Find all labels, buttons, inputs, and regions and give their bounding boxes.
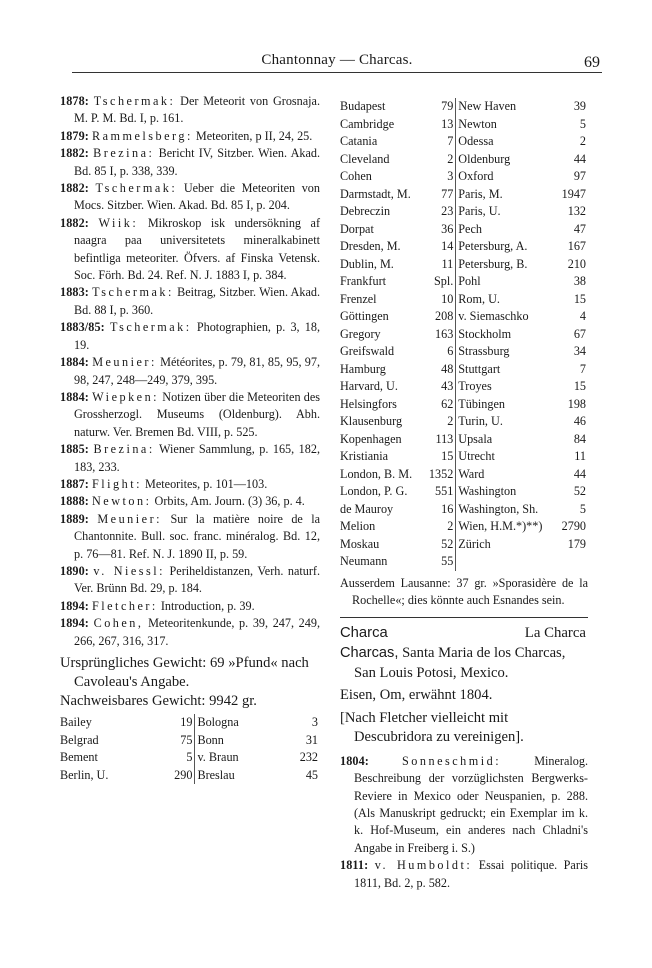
collection-name: de Mauroy <box>340 501 394 516</box>
collection-name: Cleveland <box>340 151 390 166</box>
reference-text: Bericht IV, Sitzber. Wien. Akad. Bd. 85 I, p. 338, 339. <box>74 146 321 178</box>
collection-row <box>60 732 320 750</box>
collection-row <box>340 168 588 186</box>
entry-headword: Charcas, <box>340 645 399 662</box>
reference-text: Beitrag, Sitzber. Wien. Akad. Bd. 88 I, p. 360. <box>74 285 321 317</box>
entry-heading <box>340 622 588 644</box>
collection-name: v. Siemaschko <box>458 309 529 323</box>
collection-name: Dorpat <box>340 221 374 236</box>
collection-name: Berlin, U. <box>60 767 109 782</box>
reference-item <box>60 93 320 128</box>
collection-weight: 79 <box>424 98 455 116</box>
collection-row <box>340 291 588 309</box>
collection-row <box>340 466 588 484</box>
collection-name: Budapest <box>340 99 386 113</box>
reference-text: Météorites, p. 79, 81, 85, 95, 97, 98, 247, 248—249, 379, 395. <box>74 355 321 387</box>
reference-text: Periheldistanzen, Verh. naturf. Ver. Brünn Bd. 29, p. 184. <box>74 563 320 596</box>
collection-row <box>60 714 320 732</box>
reference-year: 1811: <box>340 858 369 873</box>
reference-item <box>60 389 320 441</box>
collection-name: Stockholm <box>458 326 512 341</box>
collection-weight: 97 <box>573 169 586 183</box>
reference-item <box>60 563 320 598</box>
reference-text: Meteorites, p. 101—103. <box>145 476 268 491</box>
collection-weight: 77 <box>424 186 455 204</box>
collection-weight: 46 <box>573 414 586 428</box>
reference-text: Der Meteorit von Grosnaja. M. P. M. Bd. I, p. 161. <box>74 94 321 126</box>
collection-name: Washington, Sh. <box>458 501 539 516</box>
collection-name: Helsingfors <box>340 396 397 411</box>
collection-row <box>340 378 588 396</box>
collection-name: Petersburg, B. <box>458 256 528 271</box>
collection-name: Bement <box>60 750 98 764</box>
reference-text: Mineralog. Beschreibung der vorzüglichsten Bergwerks-Reviere in Mexico oder Neuspanien, p. 288. (Als Manuskript gedruckt; ein Exemplar im k. k. Hof-Museum, ein anderes nach Chladni's Angabe in Freiberg i. S.) <box>354 753 589 855</box>
collection-name: Kristiania <box>340 449 389 463</box>
collection-name: Ward <box>458 466 485 481</box>
collection-row <box>340 98 588 116</box>
collection-name: Catania <box>340 134 378 148</box>
collection-name: Gregory <box>340 326 381 341</box>
collection-weight: 44 <box>573 151 586 166</box>
proven-weight: Nachweisbares Gewicht: 9942 gr. <box>60 693 257 709</box>
collection-weight: 3 <box>311 715 318 729</box>
entry-note: [Nach Fletcher vielleicht mit Descubridora zu vereinigen]. <box>340 709 524 746</box>
reference-author: Tschermak: <box>93 94 176 108</box>
reference-year: 1882: <box>60 215 89 230</box>
reference-year: 1894: <box>60 598 89 613</box>
reference-item <box>60 354 320 389</box>
left-column <box>60 93 320 784</box>
original-weight: Ursprüngliches Gewicht: 69 »Pfund« nach Cavoleau's Angabe. <box>60 655 309 690</box>
collection-name: Washington <box>458 484 517 498</box>
collection-weight: 15 <box>573 291 586 306</box>
reference-item <box>60 598 320 615</box>
header-title: Chantonnay — Charcas. <box>261 52 413 68</box>
collection-name: Frenzel <box>340 291 377 306</box>
reference-item <box>340 857 588 892</box>
collection-name: New Haven <box>458 99 517 113</box>
reference-text: Mikroskop isk undersökning af naagra paa universitetets mineralkabinett befintliga meteoriter. Öfvers. af Finska Vetensk. Soc. Förh. Bd. 24. Ref. N. J. 1883 I, p. 384. <box>74 215 321 283</box>
reference-item <box>60 615 320 650</box>
reference-item <box>340 753 588 857</box>
collection-row <box>340 133 588 151</box>
reference-author: Tschermak: <box>95 181 178 196</box>
collection-weight: 2 <box>424 518 455 536</box>
collection-name: Tübingen <box>458 396 505 411</box>
collection-weight: 39 <box>573 99 586 113</box>
collection-row <box>340 343 588 361</box>
collection-weight: 13 <box>424 116 455 134</box>
reference-text: Meteoriten, p II, 24, 25. <box>195 128 313 143</box>
collection-name: Darmstadt, M. <box>340 186 411 201</box>
reference-year: 1883: <box>60 285 89 300</box>
collection-weight: 113 <box>424 431 455 449</box>
reference-author: Meunier: <box>97 511 163 526</box>
collection-name: Oldenburg <box>458 151 511 166</box>
reference-text: Notizen über die Meteoriten des Grossherzogl. Museums (Oldenburg). Abh. naturw. Ver. Bremen Bd. VIII, p. 525. <box>74 389 321 439</box>
entry-head: Charca <box>340 625 388 642</box>
collection-name: Dresden, M. <box>340 239 401 253</box>
collection-name: Troyes <box>458 379 492 393</box>
collection-row <box>340 553 588 571</box>
collection-name: Strassburg <box>458 344 510 358</box>
collection-weight: 45 <box>305 767 318 782</box>
collection-row <box>340 361 588 379</box>
collection-weight: 10 <box>424 291 455 309</box>
collection-name: Cohen <box>340 169 372 183</box>
reference-text: Orbits, Am. Journ. (3) 36, p. 4. <box>154 494 305 509</box>
collection-row <box>60 749 320 767</box>
collection-name: Frankfurt <box>340 274 387 288</box>
collection-name: Odessa <box>458 134 494 148</box>
reference-text: Photographien, p. 3, 18, 19. <box>74 320 320 352</box>
collection-weight: 4 <box>579 309 586 323</box>
reference-item <box>60 215 320 285</box>
entry-type: Eisen, Om, erwähnt 1804. <box>340 687 493 704</box>
collection-row <box>340 501 588 519</box>
reference-item <box>60 145 320 180</box>
reference-item <box>60 493 320 510</box>
collection-name: Greifswald <box>340 344 395 358</box>
reference-year: 1804: <box>340 753 369 768</box>
collection-name: Turin, U. <box>458 414 503 428</box>
collection-weight: 7 <box>579 361 586 376</box>
collection-weight: 62 <box>424 396 455 414</box>
reference-author: Brezina: <box>93 442 155 457</box>
collection-name: Kopenhagen <box>340 431 402 446</box>
collection-row <box>340 273 588 291</box>
reference-author: Newton: <box>91 494 152 509</box>
collection-weight: 232 <box>299 750 318 764</box>
section-divider <box>340 617 588 618</box>
reference-text: Essai politique. Paris 1811, Bd. 2, p. 582. <box>354 858 589 890</box>
reference-year: 1884: <box>60 355 89 370</box>
collection-weight: 15 <box>424 448 455 466</box>
collection-weight: 52 <box>573 484 586 498</box>
collection-row <box>60 767 320 785</box>
collection-name: Pech <box>458 221 482 236</box>
collection-weight: 2 <box>424 413 455 431</box>
collection-weight: 2 <box>424 151 455 169</box>
collection-weight: Spl. <box>424 273 455 291</box>
collection-name: Paris, M. <box>458 186 503 201</box>
collection-weight: 551 <box>424 483 455 501</box>
collection-row <box>340 431 588 449</box>
reference-year: 1887: <box>60 476 89 491</box>
collection-weight: 84 <box>573 431 586 446</box>
collection-row <box>340 186 588 204</box>
reference-text: Sur la matière noire de la Chantonnite. Bull. soc. franc. minéralog. Bd. 12, p. 76—81. Ref. N. J. 1890 II, p. 59. <box>74 511 321 561</box>
collection-name: Utrecht <box>458 449 495 463</box>
collection-table <box>340 98 588 571</box>
collection-name: Rom, U. <box>458 291 500 306</box>
collection-weight: 1947 <box>561 186 586 201</box>
ausserdem-note: Ausserdem Lausanne: 37 gr. »Sporasidère de la Rochelle«; dies könnte auch Esnandes sein. <box>340 575 588 607</box>
reference-item <box>60 511 320 563</box>
collection-row <box>340 308 588 326</box>
running-header <box>72 50 602 73</box>
reference-author: Sonneschmid: <box>402 753 502 768</box>
collection-weight: 5 <box>579 116 586 131</box>
collection-weight: 55 <box>424 553 455 571</box>
collection-name: v. Braun <box>197 750 239 764</box>
collection-name: Hamburg <box>340 361 386 376</box>
collection-weight: 19 <box>154 714 195 732</box>
reference-author: Tschermak: <box>109 320 192 335</box>
reference-year: 1883/85: <box>60 320 105 335</box>
collection-weight: 2790 <box>561 519 586 533</box>
reference-item <box>60 128 320 145</box>
collection-weight: 48 <box>424 361 455 379</box>
reference-author: Meunier: <box>92 355 157 370</box>
collection-weight: 38 <box>573 274 586 288</box>
collection-name <box>456 553 557 571</box>
collection-name: Zürich <box>458 536 491 551</box>
reference-year: 1884: <box>60 389 89 404</box>
entry-bibliography <box>340 753 588 892</box>
collection-row <box>340 396 588 414</box>
collection-weight: 290 <box>154 767 195 785</box>
reference-author: Wiepken: <box>92 389 160 404</box>
collection-row <box>340 256 588 274</box>
collection-weight: 208 <box>424 308 455 326</box>
collection-row <box>340 483 588 501</box>
collection-weight: 36 <box>424 221 455 239</box>
reference-author: Cohen, <box>93 616 144 631</box>
collection-name: Bologna <box>197 715 239 729</box>
collection-weight: 2 <box>579 134 586 148</box>
reference-year: 1882: <box>60 146 89 161</box>
collection-row <box>340 326 588 344</box>
bibliography-list <box>60 93 320 650</box>
collection-row <box>340 116 588 134</box>
collection-name: Moskau <box>340 536 380 551</box>
collection-name: Cambridge <box>340 116 395 131</box>
collection-weight: 1352 <box>424 466 455 484</box>
reference-year: 1889: <box>60 511 89 526</box>
collection-name: London, P. G. <box>340 484 408 498</box>
collection-table-lower <box>60 714 320 784</box>
entry-location <box>340 644 588 683</box>
collection-name: Pohl <box>458 274 481 288</box>
reference-year: 1879: <box>60 128 89 143</box>
reference-item <box>60 441 320 476</box>
reference-author: Rammelsberg: <box>91 128 193 143</box>
collection-name: Oxford <box>458 169 494 183</box>
collection-name: Harvard, U. <box>340 379 398 393</box>
reference-author: v. Niessl: <box>93 563 166 578</box>
collection-row <box>340 536 588 554</box>
page-number: 69 <box>584 54 600 71</box>
collection-name: Wien, H.M.*)**) <box>458 519 543 533</box>
reference-text: Wiener Sammlung, p. 165, 182, 183, 233. <box>74 442 321 474</box>
collection-name: Bonn <box>197 732 224 747</box>
collection-name: Debreczin <box>340 204 391 218</box>
reference-author: v. Humboldt: <box>374 858 473 873</box>
reference-text: Introduction, p. 39. <box>160 598 255 613</box>
collection-row <box>340 203 588 221</box>
reference-year: 1890: <box>60 563 89 578</box>
reference-item <box>60 284 320 319</box>
reference-text: Meteoritenkunde, p. 39, 247, 249, 266, 267, 316, 317. <box>74 616 320 648</box>
reference-item <box>60 319 320 354</box>
collection-weight: 47 <box>573 221 586 236</box>
collection-name: Melion <box>340 519 376 533</box>
collection-name: Neumann <box>340 554 388 568</box>
collection-weight: 132 <box>567 204 586 218</box>
collection-weight: 5 <box>579 501 586 516</box>
reference-author: Brezina: <box>93 146 155 161</box>
collection-weight: 11 <box>424 256 455 274</box>
reference-year: 1888: <box>60 494 89 509</box>
reference-author: Tschermak: <box>92 285 174 300</box>
collection-weight: 23 <box>424 203 455 221</box>
collection-name: Klausenburg <box>340 414 403 428</box>
reference-year: 1882: <box>60 181 89 196</box>
collection-name: Paris, U. <box>458 204 501 218</box>
collection-weight: 163 <box>424 326 455 344</box>
collection-name: Stuttgart <box>458 361 501 376</box>
collection-weight: 52 <box>424 536 455 554</box>
collection-name: Upsala <box>458 431 493 446</box>
collection-weight: 7 <box>424 133 455 151</box>
collection-row <box>340 518 588 536</box>
collection-weight: 75 <box>154 732 195 750</box>
collection-row <box>340 238 588 256</box>
collection-weight: 44 <box>573 466 586 481</box>
collection-weight: 5 <box>154 749 195 767</box>
collection-name: Petersburg, A. <box>458 239 528 253</box>
reference-author: Wiik: <box>98 215 139 230</box>
collection-name: Belgrad <box>60 732 99 747</box>
collection-name: Dublin, M. <box>340 256 394 271</box>
collection-weight <box>557 553 588 571</box>
collection-weight: 14 <box>424 238 455 256</box>
collection-weight: 3 <box>424 168 455 186</box>
collection-weight: 167 <box>567 239 586 253</box>
reference-text: Ueber die Meteoriten von Mocs. Sitzber. Wien. Akad. Bd. 85 I, p. 204. <box>74 181 320 213</box>
collection-name: London, B. M. <box>340 466 413 481</box>
reference-author: Flight: <box>91 476 142 491</box>
collection-row <box>340 413 588 431</box>
reference-year: 1885: <box>60 442 89 457</box>
collection-weight: 198 <box>567 396 586 411</box>
entry-location-text: Santa Maria de los Charcas, San Louis Potosi, Mexico. <box>354 645 566 681</box>
collection-row <box>340 448 588 466</box>
reference-year: 1894: <box>60 616 89 631</box>
collection-name: Newton <box>458 116 497 131</box>
collection-weight: 34 <box>573 344 586 358</box>
collection-name: Breslau <box>197 767 235 782</box>
collection-weight: 11 <box>574 449 586 463</box>
reference-item <box>60 180 320 215</box>
right-column <box>340 98 588 892</box>
reference-year: 1878: <box>60 94 89 108</box>
collection-row <box>340 221 588 239</box>
collection-weight: 31 <box>305 732 318 747</box>
collection-name: Göttingen <box>340 309 389 323</box>
collection-name: Bailey <box>60 715 92 729</box>
collection-weight: 16 <box>424 501 455 519</box>
reference-author: Fletcher: <box>91 598 158 613</box>
collection-weight: 179 <box>567 536 586 551</box>
collection-weight: 210 <box>567 256 586 271</box>
collection-weight: 15 <box>573 379 586 393</box>
reference-item <box>60 476 320 493</box>
entry-alt-name: La Charca <box>524 625 586 642</box>
collection-row <box>340 151 588 169</box>
collection-weight: 67 <box>573 326 586 341</box>
collection-weight: 43 <box>424 378 455 396</box>
collection-weight: 6 <box>424 343 455 361</box>
